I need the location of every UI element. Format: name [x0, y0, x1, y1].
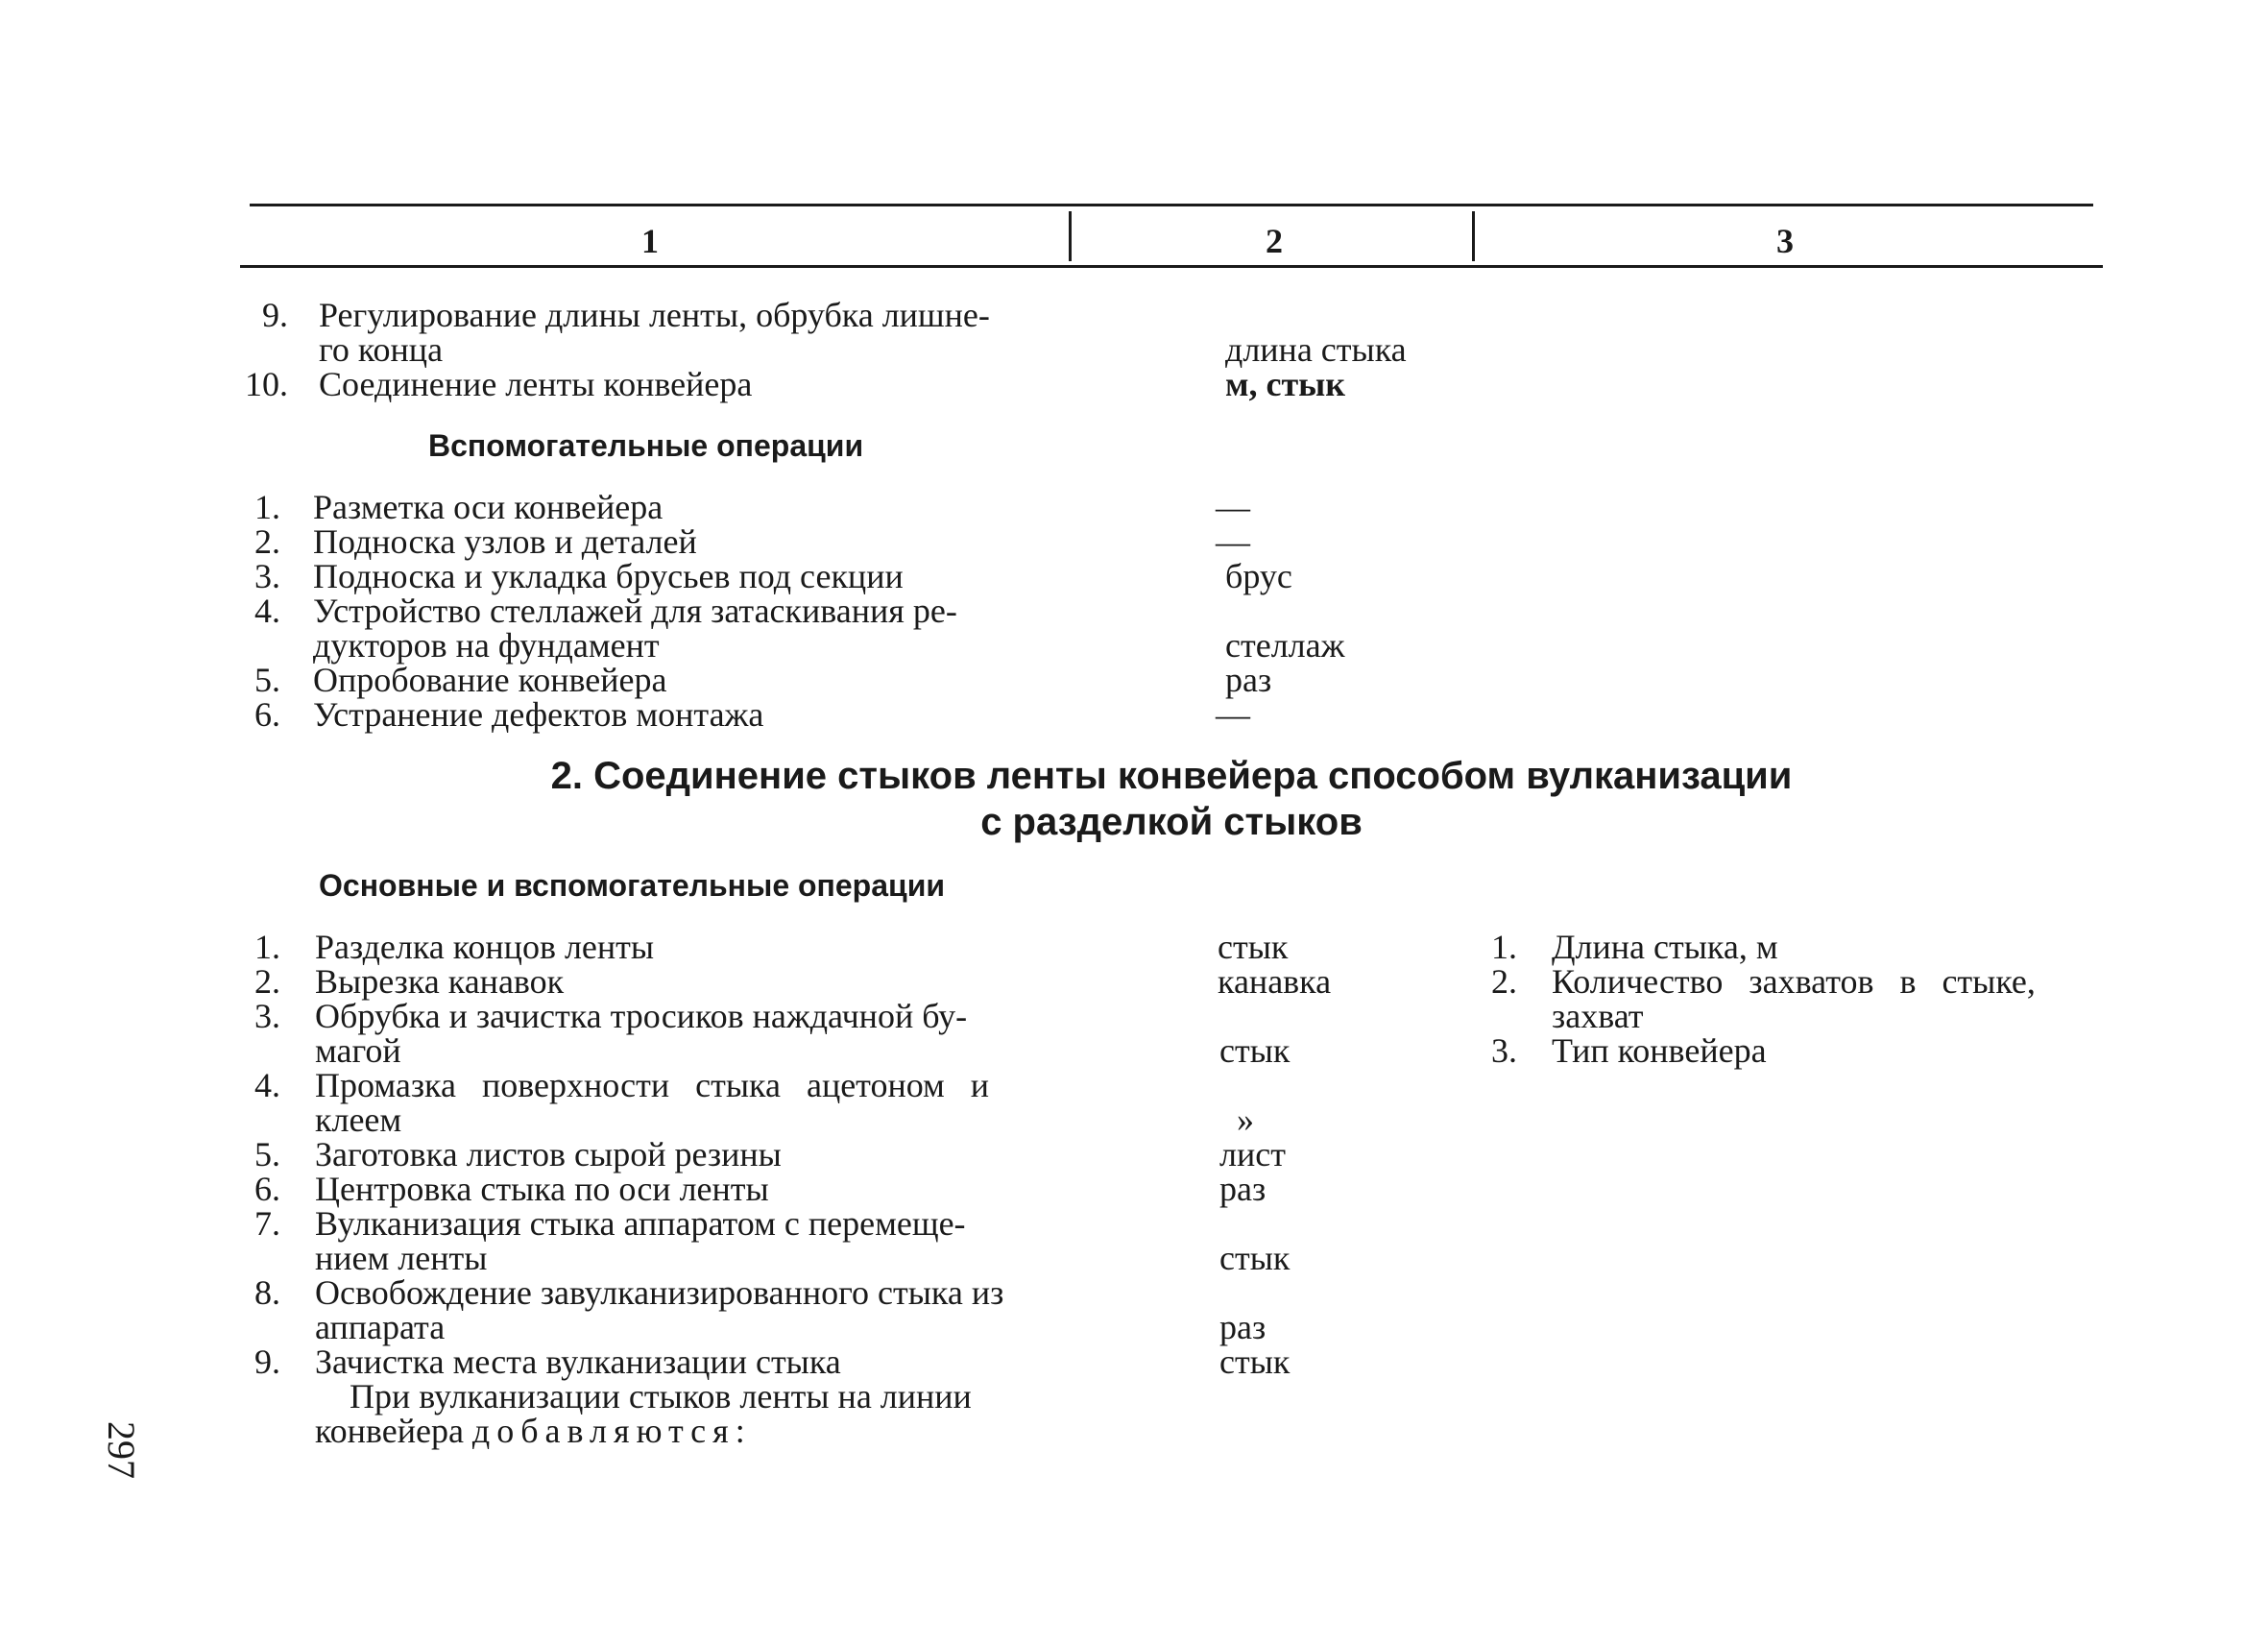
item-unit: стык [1219, 1031, 1291, 1070]
column-header-3: 3 [1776, 222, 1794, 260]
item-unit: стеллаж [1225, 626, 1345, 665]
item-text: Вырезка канавок [315, 962, 565, 1001]
item-number: 1. [254, 488, 280, 526]
column-header-2: 2 [1266, 222, 1283, 260]
item-text: Обрубка и зачистка тросиков наждачной бу- [315, 997, 968, 1035]
item-number: 8. [254, 1273, 280, 1312]
note-line2-start: конвейера [315, 1412, 464, 1450]
item-number: 2. [254, 522, 280, 561]
item-unit: раз [1225, 661, 1272, 699]
item-unit: раз [1219, 1170, 1267, 1208]
item-number: 6. [254, 695, 280, 734]
item-number: 1. [1491, 928, 1517, 966]
item-unit: длина стыка [1225, 330, 1407, 369]
item-number: 4. [254, 1066, 280, 1104]
item-text: Разметка оси конвейера [313, 488, 664, 526]
item-text: Зачистка места вулканизации стыка [315, 1343, 841, 1381]
item-text: Разделка концов ленты [315, 928, 655, 966]
item-text-continued: дукторов на фундамент [313, 626, 660, 665]
item-text: Устранение дефектов монтажа [313, 695, 764, 734]
header-divider-2 [1472, 211, 1475, 261]
page-number: 297 [100, 1421, 143, 1479]
item-number: 3. [254, 557, 280, 595]
item-unit: — [1216, 522, 1250, 561]
item-number: 3. [254, 997, 280, 1035]
header-top-rule [250, 204, 2093, 206]
item-number: 7. [254, 1204, 280, 1243]
item-text: Подноска и укладка брусьев под секции [313, 557, 904, 595]
item-number: 4. [254, 592, 280, 630]
item-text: Соединение ленты конвейера [319, 365, 753, 403]
header-divider-1 [1069, 211, 1072, 261]
item-text: Подноска узлов и деталей [313, 522, 697, 561]
note-line1: При вулканизации стыков ленты на линии [350, 1377, 972, 1415]
item-unit: стык [1219, 1239, 1291, 1277]
item-text: Промазка поверхности стыка ацетоном и [315, 1066, 990, 1104]
item-unit: раз [1219, 1308, 1267, 1346]
item-number: 5. [254, 1135, 280, 1173]
item-number: 6. [254, 1170, 280, 1208]
item-unit: стык [1219, 1343, 1291, 1381]
item-text: Заготовка листов сырой резины [315, 1135, 782, 1173]
item-text-continued: нием ленты [315, 1239, 488, 1277]
item-unit: брус [1225, 557, 1292, 595]
item-text-continued: го конца [319, 330, 444, 369]
item-text-continued: аппарата [315, 1308, 446, 1346]
main-aux-operations-heading: Основные и вспомогательные операции [319, 868, 946, 903]
section2-title-line2: с разделкой стыков [980, 801, 1363, 843]
item-text: Освобождение завулканизированного стыка из [315, 1273, 1004, 1312]
item-text: Вулканизация стыка аппаратом с перемеще- [315, 1204, 966, 1243]
item-text: Тип конвейера [1552, 1031, 1767, 1070]
item-text-continued: захват [1552, 997, 1644, 1035]
item-unit: — [1216, 488, 1250, 526]
item-number: 10. [245, 365, 288, 403]
item-number: 3. [1491, 1031, 1517, 1070]
item-number: 2. [1491, 962, 1517, 1001]
item-unit: лист [1219, 1135, 1286, 1173]
note-line2-spaced: добавляются: [471, 1412, 752, 1450]
item-number: 5. [254, 661, 280, 699]
item-unit: канавка [1218, 962, 1332, 1001]
item-text: Центровка стыка по оси ленты [315, 1170, 769, 1208]
item-number: 9. [262, 296, 288, 334]
item-unit: — [1216, 695, 1250, 734]
item-number: 9. [254, 1343, 280, 1381]
item-unit: м, стык [1225, 365, 1346, 403]
item-number: 1. [254, 928, 280, 966]
item-text: Устройство стеллажей для затаскивания ре- [313, 592, 957, 630]
column-header-1: 1 [641, 222, 659, 260]
note-line2 [315, 1414, 752, 1448]
item-text-continued: магой [315, 1031, 401, 1070]
item-text: Длина стыка, м [1552, 928, 1778, 966]
item-number: 2. [254, 962, 280, 1001]
item-text: Опробование конвейера [313, 661, 667, 699]
item-text: Регулирование длины ленты, обрубка лишне- [319, 296, 990, 334]
aux-operations-heading: Вспомогательные операции [428, 428, 864, 463]
item-unit: » [1237, 1101, 1254, 1139]
item-text: Количество захватов в стыке, [1552, 962, 2036, 1001]
item-unit: стык [1218, 928, 1289, 966]
section2-title-line1: 2. Соединение стыков ленты конвейера способом вулканизации [550, 755, 1793, 797]
header-bottom-rule [240, 265, 2103, 268]
item-text-continued: клеем [315, 1101, 402, 1139]
